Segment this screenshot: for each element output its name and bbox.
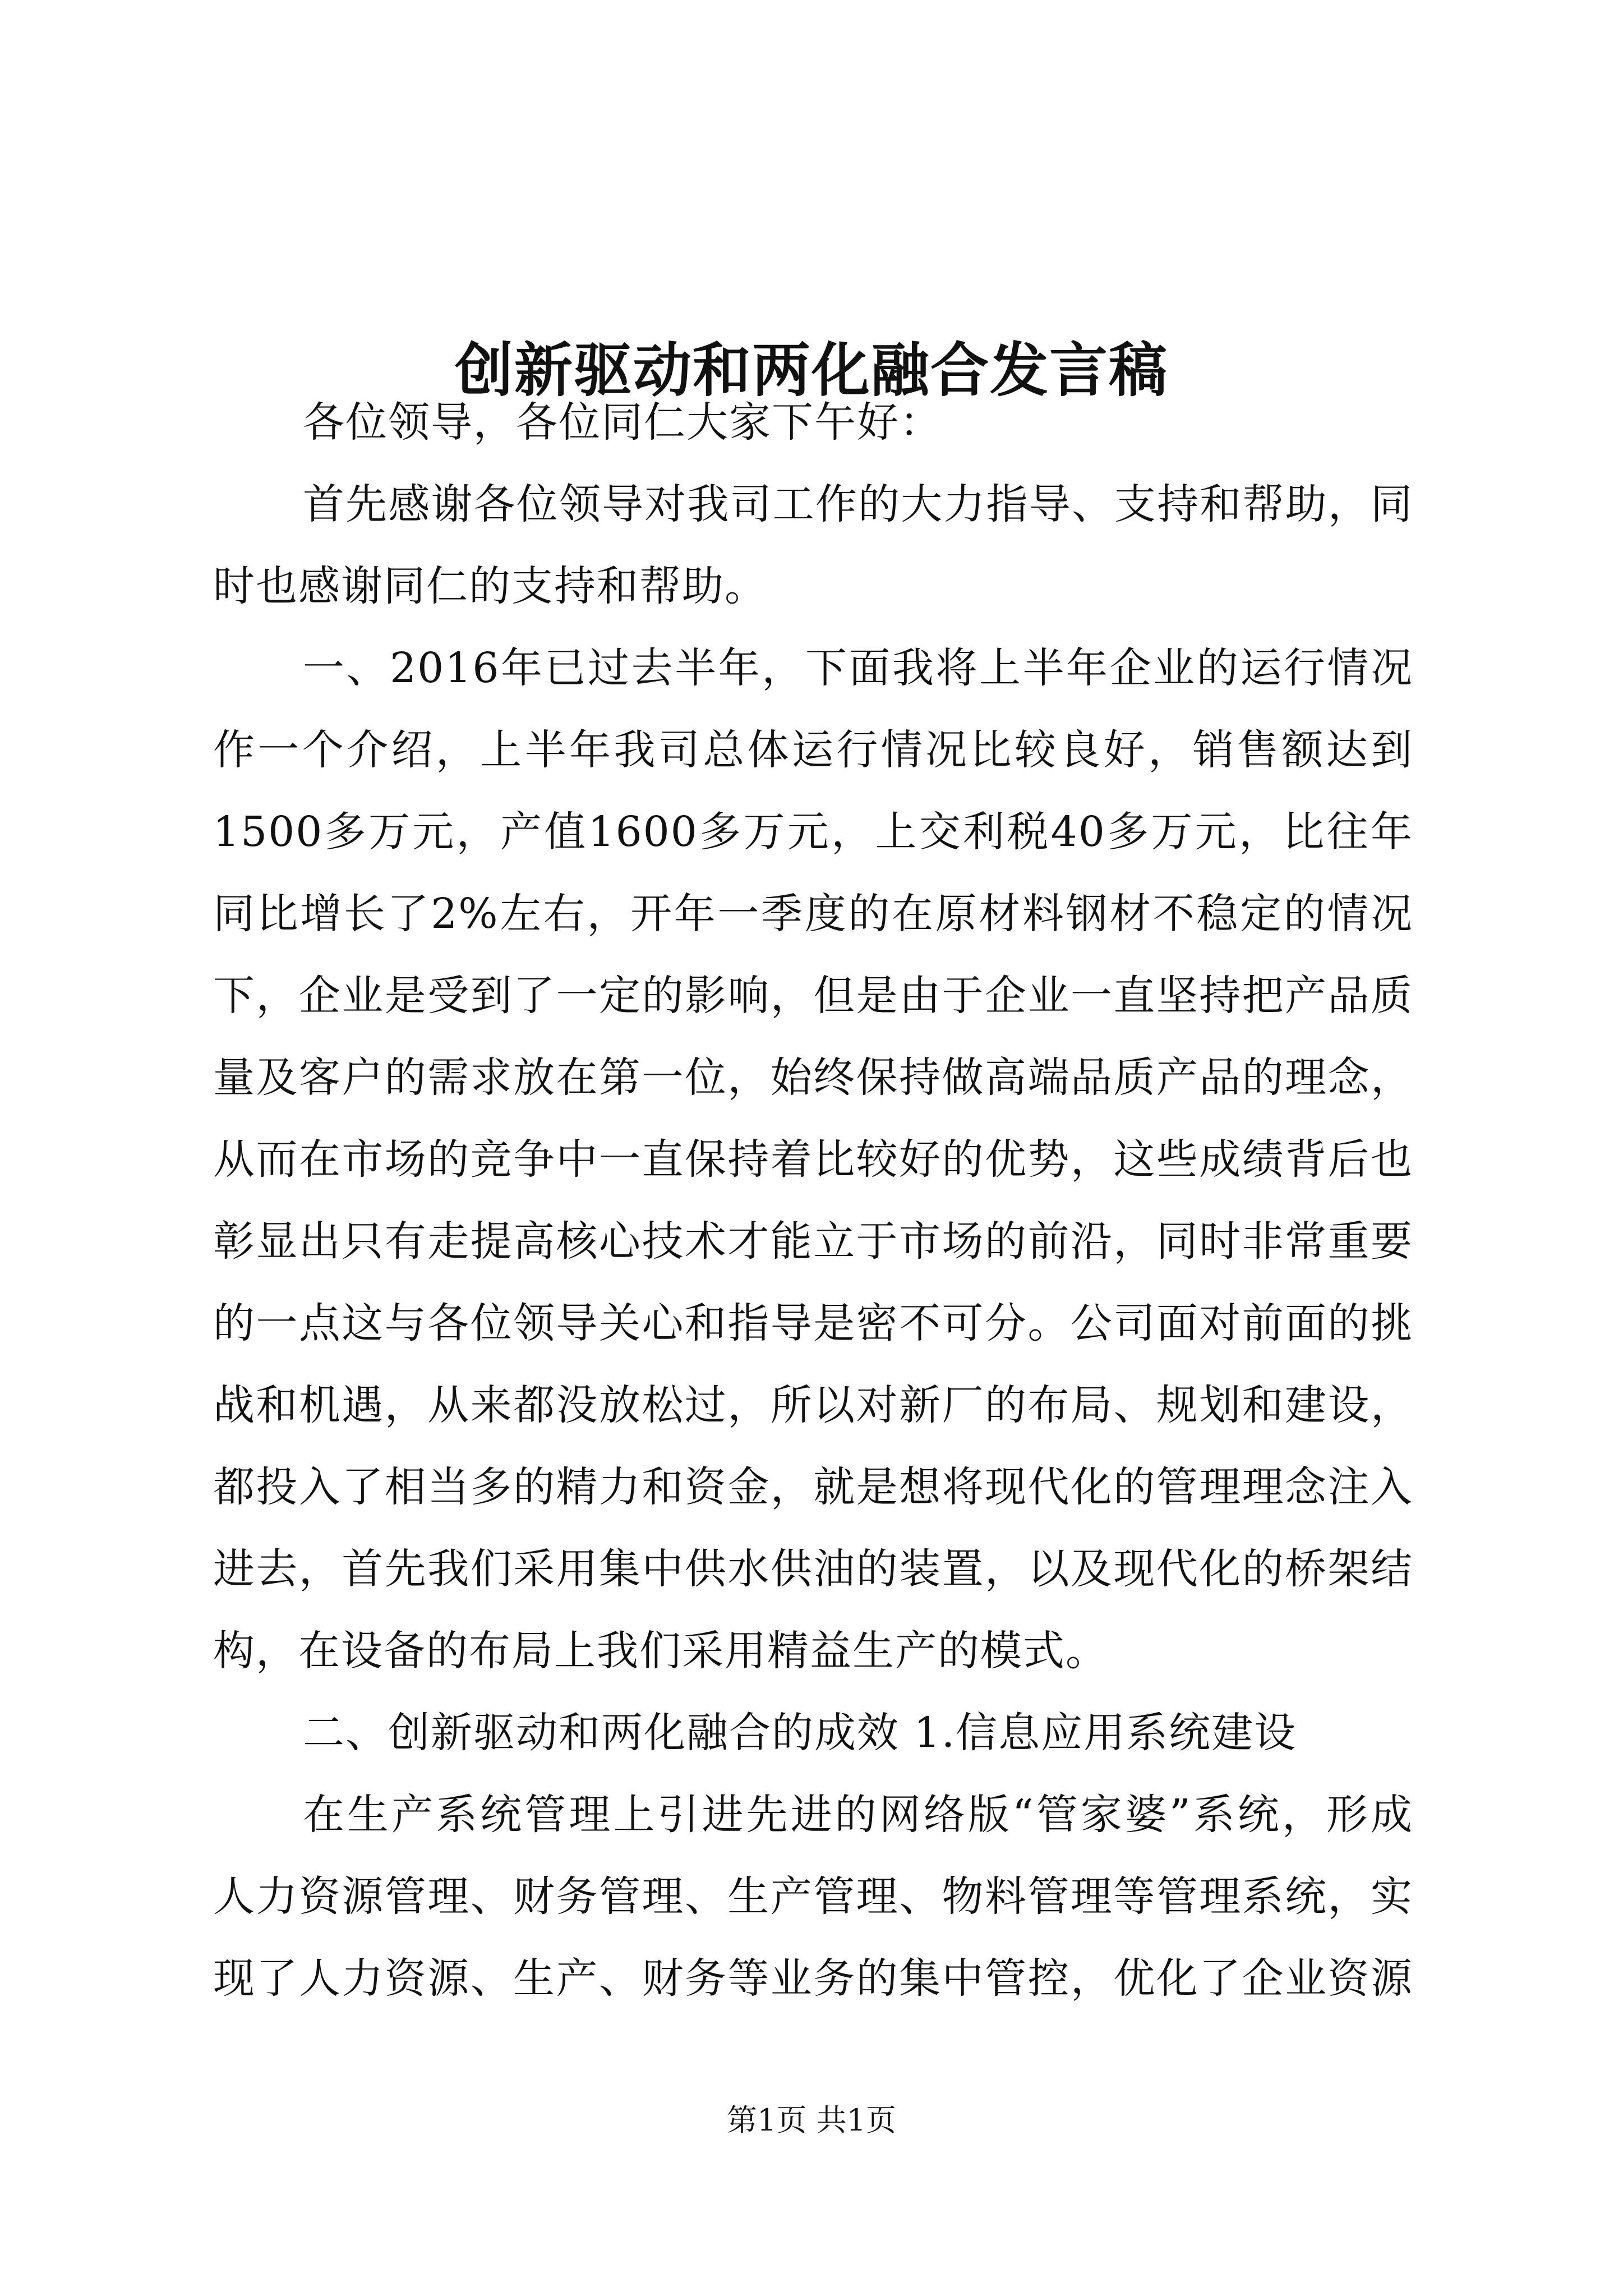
paragraph-line: 各位领导，各位同仁大家下午好：	[303, 398, 942, 447]
paragraph-greeting	[213, 381, 1413, 463]
paragraph-section-heading	[213, 1692, 1413, 1774]
paragraph-line: 首先感谢各位领导对我司工作的大力指导、支持和帮助，同	[303, 480, 1413, 528]
paragraph-line: 量及客户的需求放在第一位，始终保持做高端品质产品的理念，	[213, 1053, 1413, 1102]
document-title: 创新驱动和两化融合发言稿	[454, 335, 1168, 404]
paragraph-line: 从而在市场的竞争中一直保持着比较好的优势，这些成绩背后也	[213, 1135, 1413, 1184]
paragraph-line: 二、创新驱动和两化融合的成效 1.信息应用系统建设	[303, 1709, 1297, 1757]
paragraph-line: 在生产系统管理上引进先进的网络版“管家婆”系统，形成	[303, 1791, 1413, 1839]
paragraph-line: 下，企业是受到了一定的影响，但是由于企业一直坚持把产品质	[213, 972, 1413, 1020]
paragraph-line: 1500多万元，产值1600多万元，上交利税40多万元，比往年	[213, 808, 1413, 856]
paragraph-line: 一、2016年已过去半年，下面我将上半年企业的运行情况	[303, 644, 1413, 692]
paragraph-line: 战和机遇，从来都没放松过，所以对新厂的布局、规划和建设，	[213, 1381, 1413, 1429]
paragraph-line: 现了人力资源、生产、财务等业务的集中管控，优化了企业资源	[213, 1954, 1413, 2003]
paragraph-line: 彰显出只有走提高核心技术才能立于市场的前沿，同时非常重要	[213, 1217, 1413, 1266]
paragraph-info-system	[213, 1774, 1413, 2019]
paragraph-line: 进去，首先我们采用集中供水供油的装置，以及现代化的桥架结	[213, 1545, 1413, 1593]
paragraph-line: 人力资源管理、财务管理、生产管理、物料管理等管理系统，实	[213, 1872, 1413, 1921]
paragraph-line: 都投入了相当多的精力和资金，就是想将现代化的管理理念注入	[213, 1463, 1413, 1511]
paragraph-line: 作一个介绍，上半年我司总体运行情况比较良好，销售额达到	[213, 726, 1413, 774]
paragraph-thanks	[213, 463, 1413, 627]
paragraph-line: 同比增长了2%左右，开年一季度的在原材料钢材不稳定的情况	[213, 890, 1413, 938]
paragraph-line: 时也感谢同仁的支持和帮助。	[213, 562, 767, 610]
paragraph-operations	[213, 627, 1413, 1692]
document-body	[213, 381, 1413, 2019]
page-number-footer: 第1页 共1页	[727, 2102, 896, 2138]
paragraph-line: 的一点这与各位领导关心和指导是密不可分。公司面对前面的挑	[213, 1299, 1413, 1347]
paragraph-line: 构，在设备的布局上我们采用精益生产的模式。	[213, 1627, 1108, 1675]
